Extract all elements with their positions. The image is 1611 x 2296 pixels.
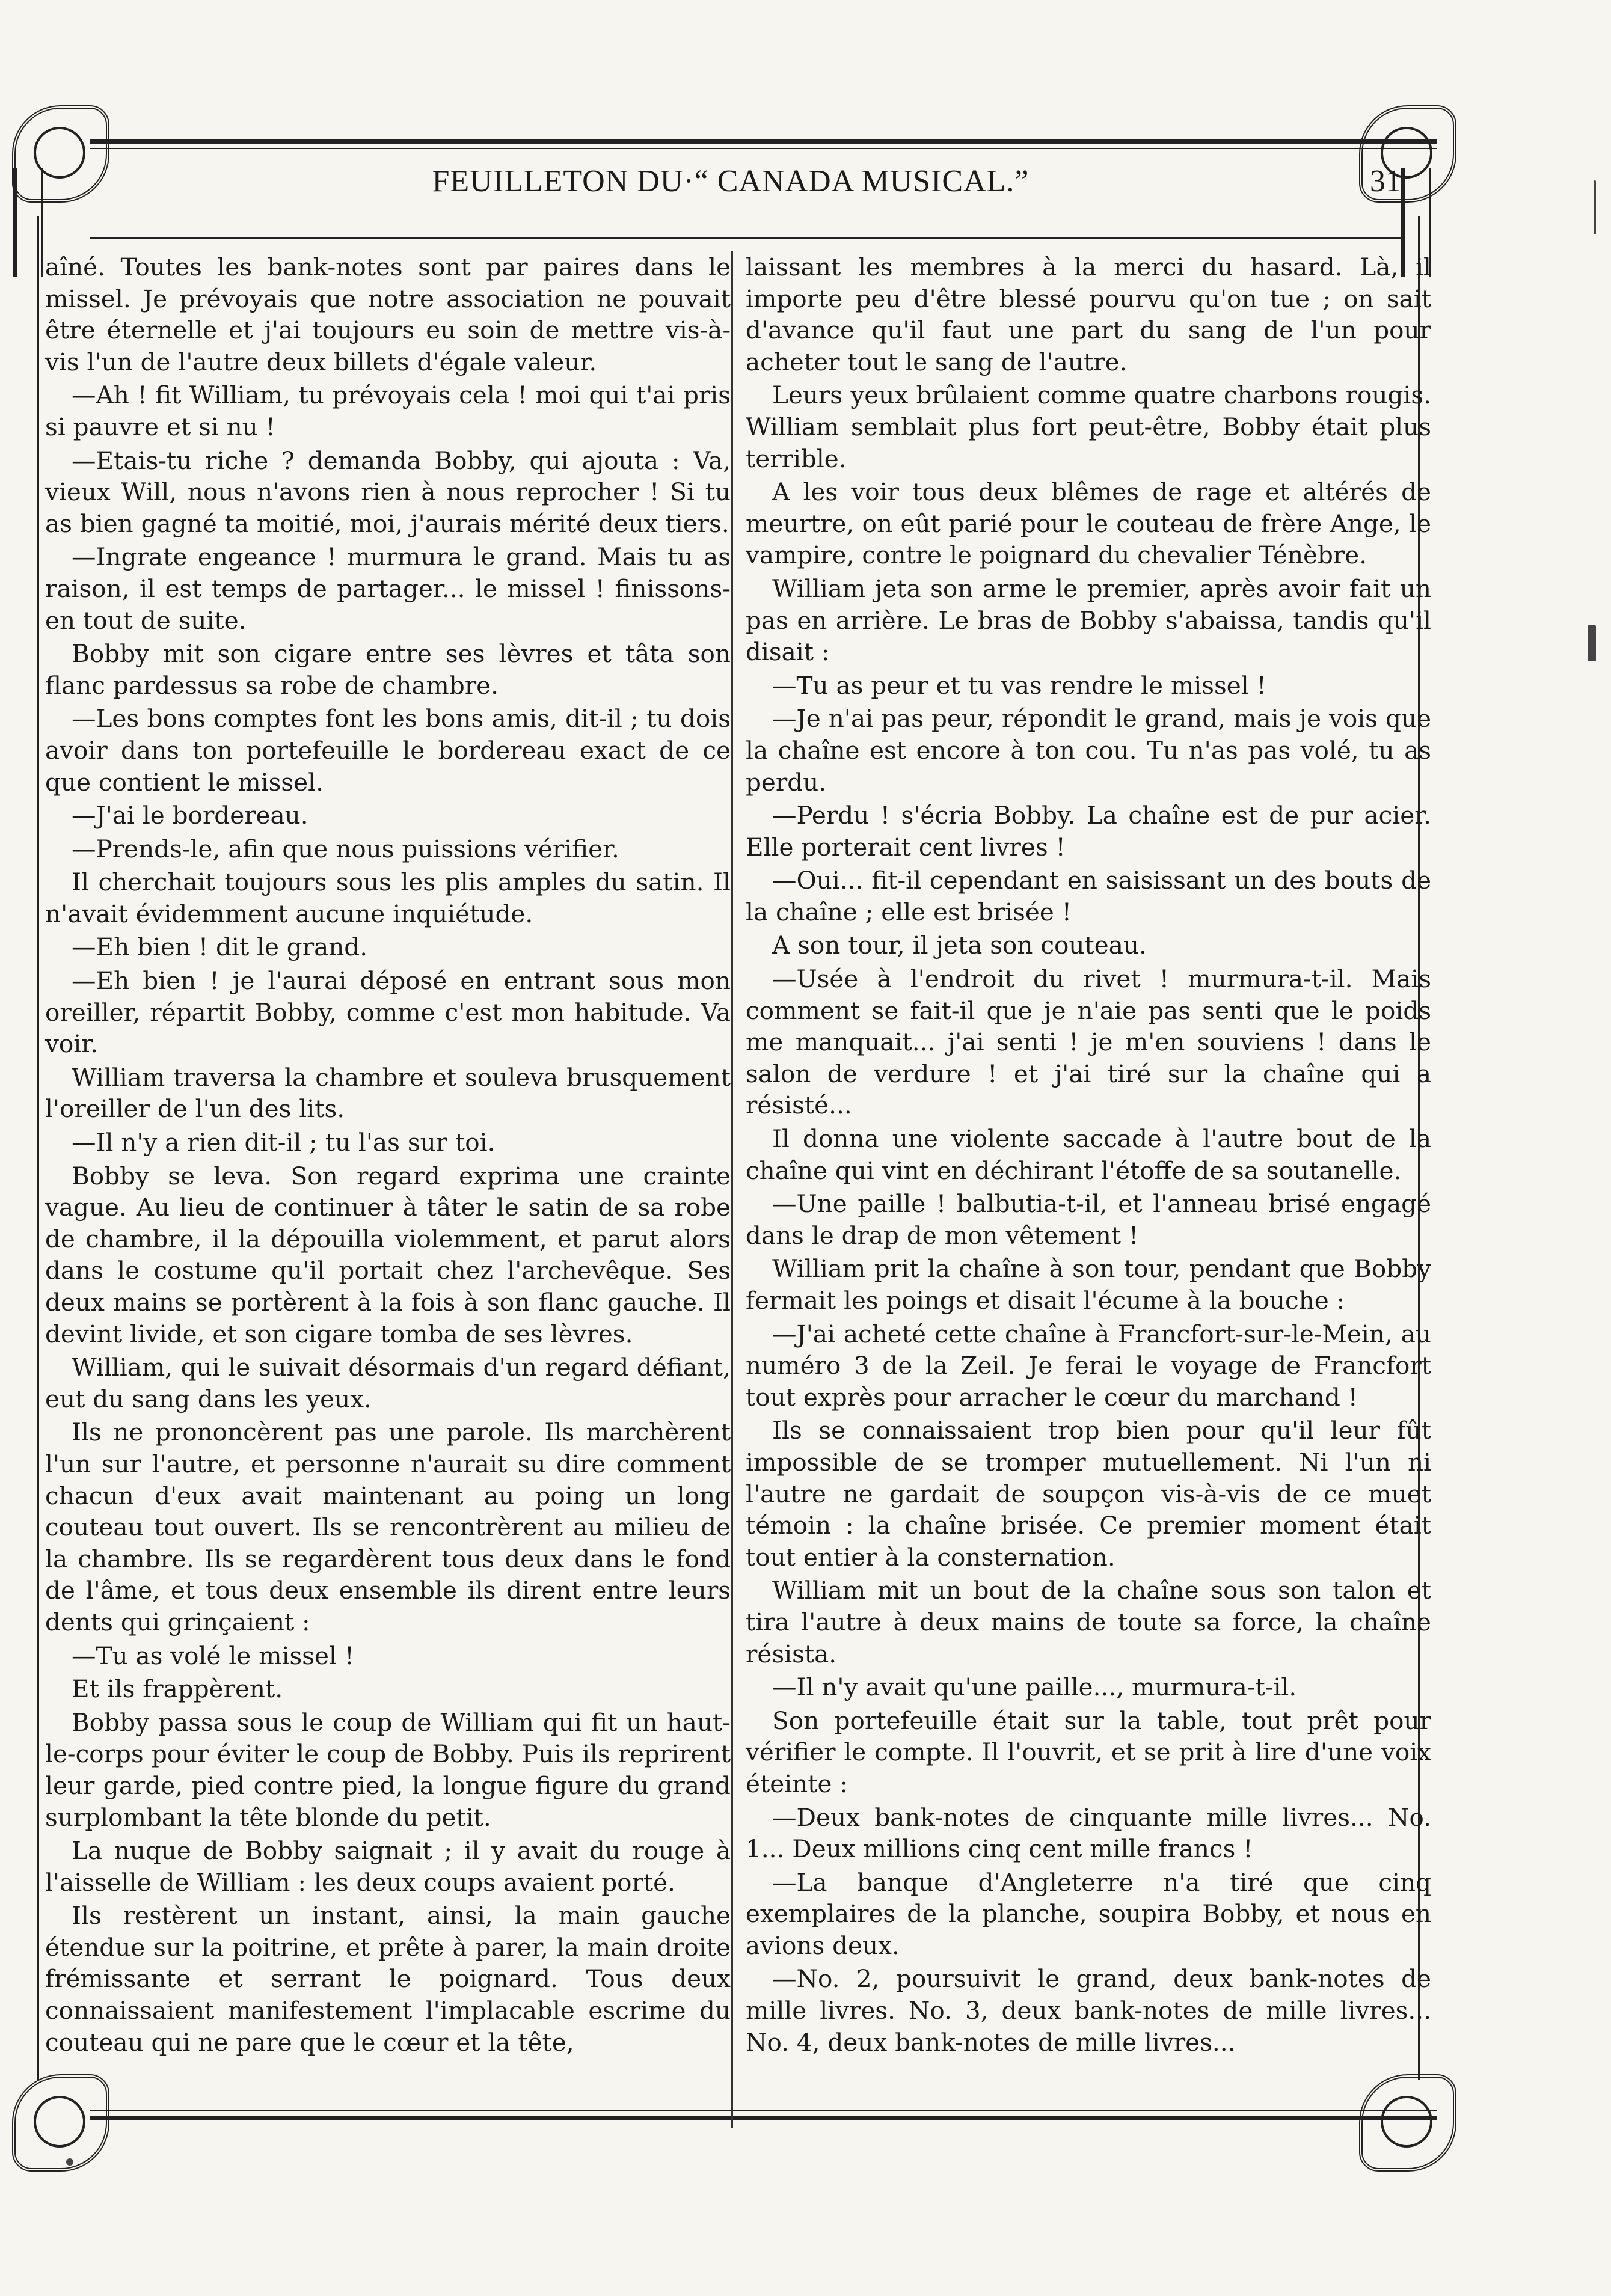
frame-top-rule-thin	[90, 148, 1437, 149]
paragraph: —J'ai le bordereau.	[72, 801, 308, 830]
paragraph: —Etais-tu riche ? demanda Bobby, qui ajouta : Va, vieux Will, nous n'avons rien à nous reprocher ! Si tu as bien gagné ta moitié, moi, j'aurais mérité deux tiers.	[45, 445, 731, 538]
corner-ornament-bottom-left	[12, 2074, 109, 2172]
frame-top-rule	[90, 139, 1437, 144]
paragraph: —Il n'y a rien dit-il ; tu l'as sur toi.	[72, 1128, 496, 1157]
paragraph: Il cherchait toujours sous les plis amples du satin. Il n'avait évidemment aucune inquiétude.	[45, 868, 731, 928]
page-number: 31	[1370, 164, 1401, 198]
page-header	[60, 161, 1401, 209]
paragraph: Bobby passa sous le coup de William qui fit un haut-le-corps pour éviter le coup de Bobby. Puis ils reprirent leur garde, pied contre pied, la longue figure du grand surplombant la tête blonde du petit.	[45, 1707, 731, 1832]
paragraph: —No. 2, poursuivit le grand, deux bank-notes de mille livres. No. 3, deux bank-notes de mille livres... No. 4, deux bank-notes de mille livres...	[746, 1964, 1431, 2057]
right-column	[746, 251, 1431, 2060]
corner-ornament-bottom-right	[1359, 2074, 1456, 2172]
paragraph: —Tu as peur et tu vas rendre le missel !	[772, 670, 1266, 700]
paragraph: laissant les membres à la merci du hasard. Là, il importe peu d'être blessé pourvu qu'on tue ; on sait d'avance qu'il faut une part du sang de l'un pour acheter tout le sang de l'autre.	[746, 253, 1431, 376]
paragraph: Ils se connaissaient trop bien pour qu'il leur fût impossible de se tromper mutuellement. Ni l'un ni l'autre ne gardait de soupçon vis-à-vis de ce muet témoin : la chaîne brisée. Ce premier moment était tout entier à la consternation.	[746, 1416, 1431, 1572]
paragraph: —Ah ! fit William, tu prévoyais cela ! moi qui t'ai pris si pauvre et si nu !	[45, 381, 731, 441]
paragraph: —Perdu ! s'écria Bobby. La chaîne est de pur acier. Elle porterait cent livres !	[746, 801, 1431, 862]
paragraph: William jeta son arme le premier, après avoir fait un pas en arrière. Le bras de Bobby s'abaissa, tandis qu'il disait :	[746, 574, 1431, 667]
running-title: FEUILLETON DU·“ CANADA MUSICAL.”	[432, 164, 1030, 198]
paragraph: William mit un bout de la chaîne sous son talon et tira l'autre à deux mains de toute sa force, la chaîne résista.	[746, 1576, 1431, 1668]
scan-speck	[66, 2158, 73, 2166]
paragraph: Ils restèrent un instant, ainsi, la main gauche étendue sur la poitrine, et prête à parer, la main droite frémissante et serrant le poignard. Tous deux connaissaient manifestement l'implacable escrime du couteau qui ne pare que le cœur et la tête,	[45, 1901, 731, 2057]
paragraph: William traversa la chambre et souleva brusquement l'oreiller de l'un des lits.	[45, 1062, 731, 1124]
paragraph: Bobby se leva. Son regard exprima une crainte vague. Au lieu de continuer à tâter le satin de sa robe de chambre, il la dépouilla violemment, et parut alors dans le costume qu'il portait chez l'archevêque. Ses deux mains se portèrent à la fois à son flanc gauche. Il devint livide, et son cigare tomba de ses lèvres.	[45, 1161, 731, 1349]
paragraph: Leurs yeux brûlaient comme quatre charbons rougis. William semblait plus fort peut-être, Bobby était plus terrible.	[746, 381, 1431, 473]
paragraph: —Deux bank-notes de cinquante mille livres... No. 1... Deux millions cinq cent mille francs !	[746, 1802, 1431, 1864]
side-ornament-left	[13, 168, 43, 277]
paragraph: William prit la chaîne à son tour, pendant que Bobby fermait les poings et disait l'écume à la bouche :	[746, 1254, 1431, 1315]
paragraph: Ils ne prononcèrent pas une parole. Ils marchèrent l'un sur l'autre, et personne n'aurait su dire comment chacun d'eux avait maintenant au poing un long couteau tout ouvert. Ils se rencontrèrent au milieu de la chambre. Ils se regardèrent tous deux dans le fond de l'âme, et tous deux ensemble ils dirent entre leurs dents qui grinçaient :	[45, 1418, 731, 1636]
paragraph: —Une paille ! balbutia-t-il, et l'anneau brisé engagé dans le drap de mon vêtement !	[746, 1189, 1431, 1250]
paragraph: A son tour, il jeta son couteau.	[772, 931, 1147, 960]
header-rule	[90, 237, 1401, 239]
paragraph: —La banque d'Angleterre n'a tiré que cinq exemplaires de la planche, soupira Bobby, et nous en avions deux.	[746, 1867, 1431, 1960]
paragraph: —Eh bien ! je l'aurai déposé en entrant sous mon oreiller, répartit Bobby, comme c'est mon habitude. Va voir.	[45, 966, 731, 1059]
paragraph: Bobby mit son cigare entre ses lèvres et tâta son flanc pardessus sa robe de chambre.	[45, 639, 731, 700]
paragraph: —Je n'ai pas peur, répondit le grand, mais je vois que la chaîne est encore à ton cou. Tu n'as pas volé, tu as perdu.	[746, 704, 1431, 797]
paragraph: —Prends-le, afin que nous puissions vérifier.	[72, 834, 619, 863]
scan-speck	[1588, 625, 1596, 661]
paragraph: aîné. Toutes les bank-notes sont par paires dans le missel. Je prévoyais que notre association ne pouvait être éternelle et j'ai toujours eu soin de mettre vis-à-vis l'un de l'autre deux billets d'égale valeur.	[45, 253, 731, 376]
frame-bottom-rule	[90, 2116, 1437, 2120]
frame-bottom-rule-thin	[90, 2110, 1437, 2111]
left-column	[45, 251, 731, 2060]
paragraph: —Il n'y avait qu'une paille..., murmura-t-il.	[772, 1673, 1297, 1702]
paragraph: Et ils frappèrent.	[72, 1674, 283, 1704]
paragraph: Il donna une violente saccade à l'autre bout de la chaîne qui vint en déchirant l'étoffe de sa soutanelle.	[746, 1124, 1431, 1185]
paragraph: Son portefeuille était sur la table, tout prêt pour vérifier le compte. Il l'ouvrit, et se prit à lire d'une voix éteinte :	[746, 1706, 1431, 1798]
paragraph: —Ingrate engeance ! murmura le grand. Mais tu as raison, il est temps de partager... le missel ! finissons-en tout de suite.	[45, 542, 731, 635]
paragraph: —Tu as volé le missel !	[72, 1641, 355, 1670]
scan-speck	[1594, 180, 1596, 234]
paragraph: William, qui le suivait désormais d'un regard défiant, eut du sang dans les yeux.	[45, 1353, 731, 1413]
paragraph: —Usée à l'endroit du rivet ! murmura-t-il. Mais comment se fait-il que je n'aie pas senti que le poids me manquait... j'ai senti ! je m'en souviens ! dans le salon de verdure ! et j'ai tiré sur la chaîne qui a résisté...	[746, 964, 1431, 1120]
paragraph: A les voir tous deux blêmes de rage et altérés de meurtre, on eût parié pour le couteau de frère Ange, le vampire, contre le poignard du chevalier Ténèbre.	[746, 477, 1431, 570]
frame-left-rule	[37, 216, 39, 2080]
paragraph: —Eh bien ! dit le grand.	[72, 932, 368, 962]
paragraph: La nuque de Bobby saignait ; il y avait du rouge à l'aisselle de William : les deux coups avaient porté.	[45, 1836, 731, 1897]
column-divider	[731, 251, 733, 2128]
paragraph: —J'ai acheté cette chaîne à Francfort-sur-le-Mein, au numéro 3 de la Zeil. Je ferai le voyage de Francfort tout exprès pour arracher le cœur du marchand !	[746, 1319, 1431, 1412]
paragraph: —Les bons comptes font les bons amis, dit-il ; tu dois avoir dans ton portefeuille le bordereau exact de ce que contient le missel.	[45, 704, 731, 797]
paragraph: —Oui... fit-il cependant en saisissant un des bouts de la chaîne ; elle est brisée !	[746, 866, 1431, 926]
